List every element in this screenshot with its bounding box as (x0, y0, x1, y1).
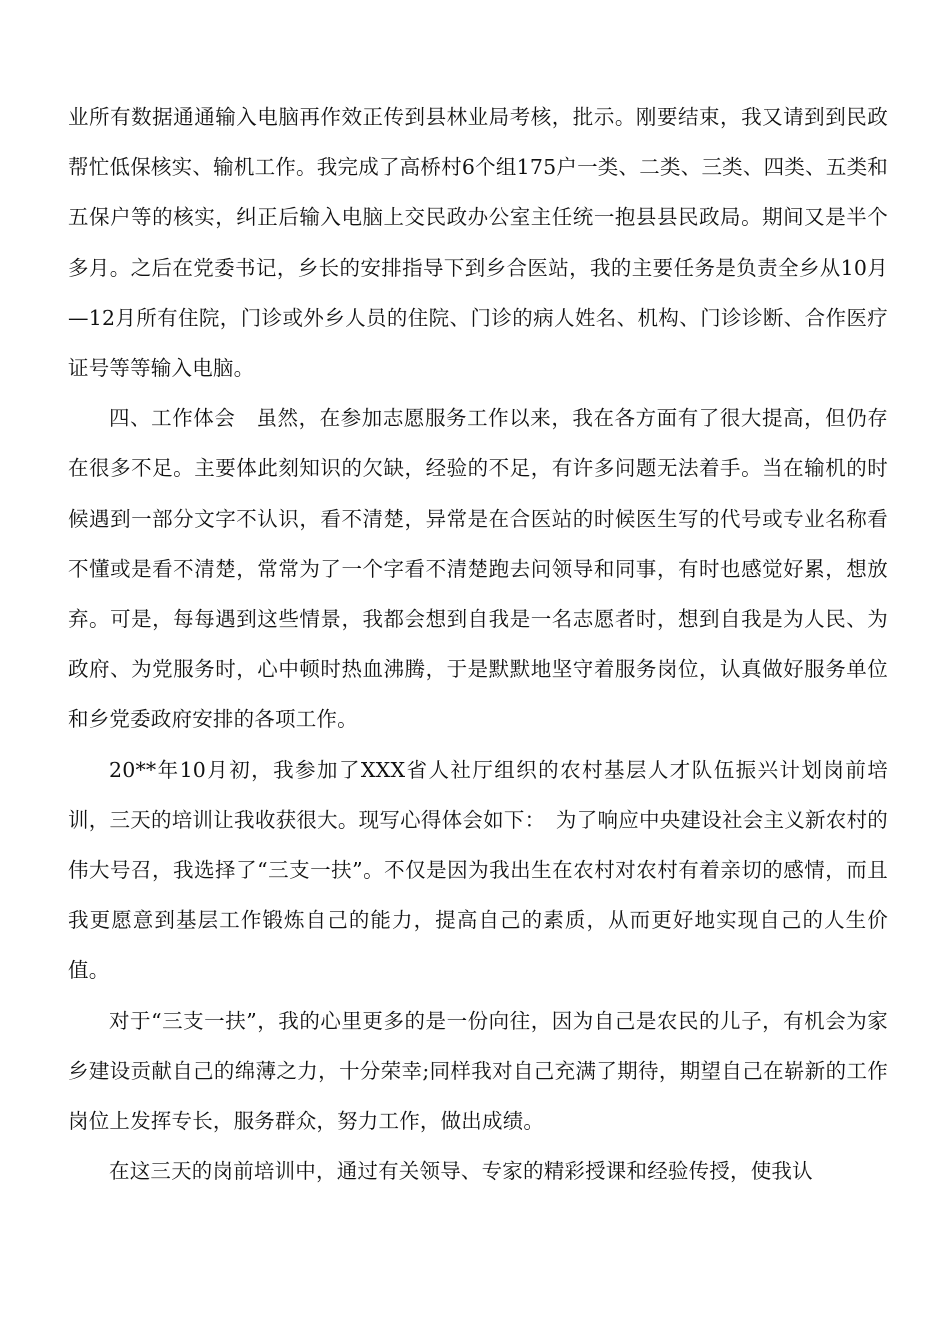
paragraph-work-experience: 四、工作体会 虽然，在参加志愿服务工作以来，我在各方面有了很大提高，但仍存在很多不足。主要体此刻知识的欠缺，经验的不足，有许多问题无法着手。当在输机的时候遇到一部分文字不认识，看不清楚，异常是在合医站的时候医生写的代号或专业名称看不懂或是看不清楚，常常为了一个字看不清楚跑去问领导和同事，有时也感觉好累，想放弃。可是，每每遇到这些情景，我都会想到自我是一名志愿者时，想到自我是为人民、为政府、为党服务时，心中顿时热血沸腾，于是默默地坚守着服务岗位，认真做好服务单位和乡党委政府安排的各项工作。 (68, 406, 888, 732)
document-body (68, 92, 888, 1196)
paragraph-continuation: 业所有数据通通输入电脑再作效正传到县林业局考核，批示。刚要结束，我又请到到民政帮忙低保核实、输机工作。我完成了高桥村6个组175户一类、二类、三类、四类、五类和五保户等的核实，纠正后输入电脑上交民政办公室主任统一抱县县民政局。期间又是半个多月。之后在党委书记，乡长的安排指导下到乡合医站，我的主要任务是负责全乡从10月—12月所有住院，门诊或外乡人员的住院、门诊的病人姓名、机构、门诊诊断、合作医疗证号等等输入电脑。 (68, 105, 888, 381)
paragraph-training: 20**年10月初，我参加了XXX省人社厅组织的农村基层人才队伍振兴计划岗前培训，三天的培训让我收获很大。现写心得体会如下： 为了响应中央建设社会主义新农村的伟大号召，我选择了“三支一扶”。不仅是因为我出生在农村对农村有着亲切的感情，而且我更愿意到基层工作锻炼自己的能力，提高自己的素质，从而更好地实现自己的人生价值。 (68, 757, 888, 983)
paragraph-aspiration: 对于“三支一扶”，我的心里更多的是一份向往，因为自己是农民的儿子，有机会为家乡建设贡献自己的绵薄之力，十分荣幸;同样我对自己充满了期待，期望自己在崭新的工作岗位上发挥专长，服务群众，努力工作，做出成绩。 (68, 1008, 888, 1134)
paragraph-training-summary: 在这三天的岗前培训中，通过有关领导、专家的精彩授课和经验传授，使我认 (109, 1159, 813, 1184)
